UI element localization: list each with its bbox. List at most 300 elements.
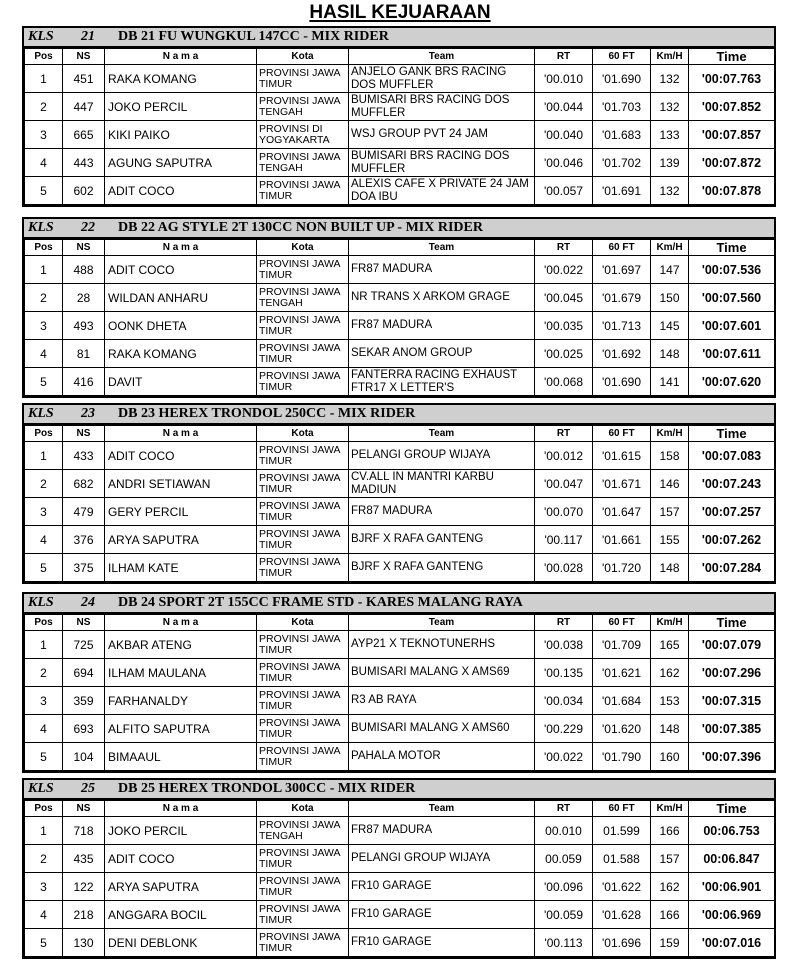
col-kmh-header: Km/H (651, 426, 689, 442)
60ft-cell: '01.709 (593, 631, 651, 659)
results-table (24, 239, 775, 396)
time-cell: '00:07.601 (689, 312, 775, 340)
col-team-header: Team (349, 426, 535, 442)
ns-cell: 488 (63, 256, 105, 284)
time-cell: '00:07.083 (689, 442, 775, 470)
kmh-cell: 148 (651, 340, 689, 368)
rt-cell: '00.068 (535, 368, 593, 396)
table-row (25, 715, 775, 743)
class-header (24, 594, 774, 614)
kota-cell: PROVINSI JAWA TIMUR (257, 368, 349, 396)
kota-cell: PROVINSI JAWA TIMUR (257, 929, 349, 957)
time-cell: '00:07.611 (689, 340, 775, 368)
kmh-cell: 150 (651, 284, 689, 312)
ns-cell: 130 (63, 929, 105, 957)
col-time-header: Time (689, 801, 775, 817)
team-cell: ALEXIS CAFE X PRIVATE 24 JAM DOA IBU (349, 177, 535, 205)
time-cell: 00:06.753 (689, 817, 775, 845)
ns-cell: 435 (63, 845, 105, 873)
time-cell: '00:06.969 (689, 901, 775, 929)
kmh-cell: 146 (651, 470, 689, 498)
time-cell: '00:07.857 (689, 121, 775, 149)
60ft-cell: '01.691 (593, 177, 651, 205)
table-row (25, 817, 775, 845)
table-row (25, 368, 775, 396)
60ft-cell: '01.620 (593, 715, 651, 743)
rt-cell: '00.117 (535, 526, 593, 554)
team-cell: R3 AB RAYA (349, 687, 535, 715)
col-time-header: Time (689, 49, 775, 65)
kota-cell: PROVINSI JAWA TIMUR (257, 340, 349, 368)
kmh-cell: 160 (651, 743, 689, 771)
col-nama-header: N a m a (105, 801, 257, 817)
table-row (25, 526, 775, 554)
team-cell: BUMISARI BRS RACING DOS MUFFLER (349, 93, 535, 121)
col-nama-header: N a m a (105, 49, 257, 65)
rt-cell: '00.038 (535, 631, 593, 659)
kota-cell: PROVINSI JAWA TIMUR (257, 498, 349, 526)
col-time-header: Time (689, 240, 775, 256)
pos-cell: 2 (25, 93, 63, 121)
table-row (25, 442, 775, 470)
name-cell: AGUNG SAPUTRA (105, 149, 257, 177)
col-60ft-header: 60 FT (593, 240, 651, 256)
event-title: DB 25 HEREX TRONDOL 300CC - MIX RIDER (118, 781, 416, 796)
rt-cell: '00.135 (535, 659, 593, 687)
60ft-cell: 01.588 (593, 845, 651, 873)
table-row (25, 149, 775, 177)
col-nama-header: N a m a (105, 426, 257, 442)
kota-cell: PROVINSI DI YOGYAKARTA (257, 121, 349, 149)
ns-cell: 682 (63, 470, 105, 498)
ns-cell: 447 (63, 93, 105, 121)
ns-cell: 218 (63, 901, 105, 929)
name-cell: JOKO PERCIL (105, 817, 257, 845)
class-header (24, 219, 774, 239)
ns-cell: 122 (63, 873, 105, 901)
rt-cell: '00.113 (535, 929, 593, 957)
time-cell: '00:07.852 (689, 93, 775, 121)
table-row (25, 845, 775, 873)
col-kmh-header: Km/H (651, 240, 689, 256)
rt-cell: '00.229 (535, 715, 593, 743)
table-row (25, 177, 775, 205)
ns-cell: 375 (63, 554, 105, 582)
team-cell: FANTERRA RACING EXHAUST FTR17 X LETTER'S (349, 368, 535, 396)
name-cell: BIMAAUL (105, 743, 257, 771)
header-row (25, 240, 775, 256)
team-cell: FR10 GARAGE (349, 873, 535, 901)
kmh-cell: 157 (651, 498, 689, 526)
kota-cell: PROVINSI JAWA TIMUR (257, 312, 349, 340)
kls-label: KLS (28, 29, 54, 44)
event-title: DB 24 SPORT 2T 155CC FRAME STD - KARES MALANG RAYA (118, 595, 523, 610)
60ft-cell: '01.628 (593, 901, 651, 929)
table-row (25, 554, 775, 582)
name-cell: ADIT COCO (105, 845, 257, 873)
name-cell: GERY PERCIL (105, 498, 257, 526)
class-number: 24 (81, 595, 95, 610)
rt-cell: '00.096 (535, 873, 593, 901)
name-cell: ADIT COCO (105, 256, 257, 284)
rt-cell: '00.035 (535, 312, 593, 340)
col-60ft-header: 60 FT (593, 801, 651, 817)
time-cell: '00:07.284 (689, 554, 775, 582)
pos-cell: 1 (25, 256, 63, 284)
kota-cell: PROVINSI JAWA TIMUR (257, 715, 349, 743)
team-cell: FR10 GARAGE (349, 929, 535, 957)
name-cell: RAKA KOMANG (105, 65, 257, 93)
rt-cell: '00.012 (535, 442, 593, 470)
rt-cell: '00.025 (535, 340, 593, 368)
ns-cell: 81 (63, 340, 105, 368)
event-title: DB 22 AG STYLE 2T 130CC NON BUILT UP - MIX RIDER (118, 220, 483, 235)
rt-cell: '00.022 (535, 256, 593, 284)
pos-cell: 5 (25, 929, 63, 957)
kmh-cell: 133 (651, 121, 689, 149)
kota-cell: PROVINSI JAWA TIMUR (257, 256, 349, 284)
time-cell: '00:07.560 (689, 284, 775, 312)
team-cell: SEKAR ANOM GROUP (349, 340, 535, 368)
60ft-cell: '01.690 (593, 368, 651, 396)
kota-cell: PROVINSI JAWA TIMUR (257, 442, 349, 470)
table-row (25, 743, 775, 771)
60ft-cell: '01.684 (593, 687, 651, 715)
table-row (25, 929, 775, 957)
name-cell: ANDRI SETIAWAN (105, 470, 257, 498)
pos-cell: 1 (25, 817, 63, 845)
class-section (22, 778, 776, 959)
col-team-header: Team (349, 801, 535, 817)
rt-cell: '00.059 (535, 901, 593, 929)
time-cell: '00:07.620 (689, 368, 775, 396)
team-cell: FR87 MADURA (349, 312, 535, 340)
ns-cell: 359 (63, 687, 105, 715)
kmh-cell: 145 (651, 312, 689, 340)
header-row (25, 426, 775, 442)
kmh-cell: 141 (651, 368, 689, 396)
class-header (24, 28, 774, 48)
team-cell: FR87 MADURA (349, 498, 535, 526)
ns-cell: 451 (63, 65, 105, 93)
60ft-cell: '01.720 (593, 554, 651, 582)
name-cell: DAVIT (105, 368, 257, 396)
team-cell: CV.ALL IN MANTRI KARBU MADIUN (349, 470, 535, 498)
col-rt-header: RT (535, 240, 593, 256)
60ft-cell: '01.647 (593, 498, 651, 526)
time-cell: '00:07.079 (689, 631, 775, 659)
time-cell: '00:07.878 (689, 177, 775, 205)
results-table (24, 614, 775, 771)
name-cell: DENI DEBLONK (105, 929, 257, 957)
kota-cell: PROVINSI JAWA TENGAH (257, 93, 349, 121)
results-table (24, 800, 775, 957)
class-header (24, 405, 774, 425)
60ft-cell: '01.702 (593, 149, 651, 177)
ns-cell: 376 (63, 526, 105, 554)
kmh-cell: 132 (651, 177, 689, 205)
table-row (25, 284, 775, 312)
col-time-header: Time (689, 615, 775, 631)
rt-cell: '00.034 (535, 687, 593, 715)
kota-cell: PROVINSI JAWA TIMUR (257, 901, 349, 929)
kls-label: KLS (28, 406, 54, 421)
kmh-cell: 165 (651, 631, 689, 659)
kmh-cell: 155 (651, 526, 689, 554)
pos-cell: 1 (25, 65, 63, 93)
team-cell: PELANGI GROUP WIJAYA (349, 442, 535, 470)
name-cell: ILHAM MAULANA (105, 659, 257, 687)
rt-cell: '00.057 (535, 177, 593, 205)
col-pos-header: Pos (25, 240, 63, 256)
pos-cell: 2 (25, 470, 63, 498)
pos-cell: 4 (25, 340, 63, 368)
time-cell: '00:07.872 (689, 149, 775, 177)
pos-cell: 2 (25, 284, 63, 312)
header-row (25, 801, 775, 817)
pos-cell: 4 (25, 526, 63, 554)
kmh-cell: 148 (651, 715, 689, 743)
pos-cell: 4 (25, 715, 63, 743)
pos-cell: 5 (25, 743, 63, 771)
col-ns-header: NS (63, 49, 105, 65)
kota-cell: PROVINSI JAWA TIMUR (257, 65, 349, 93)
col-team-header: Team (349, 49, 535, 65)
time-cell: 00:06.847 (689, 845, 775, 873)
class-section (22, 217, 776, 398)
class-number: 25 (81, 781, 95, 796)
col-team-header: Team (349, 240, 535, 256)
rt-cell: '00.022 (535, 743, 593, 771)
table-row (25, 631, 775, 659)
table-row (25, 256, 775, 284)
team-cell: BJRF X RAFA GANTENG (349, 554, 535, 582)
rt-cell: '00.044 (535, 93, 593, 121)
60ft-cell: '01.615 (593, 442, 651, 470)
pos-cell: 3 (25, 687, 63, 715)
kota-cell: PROVINSI JAWA TIMUR (257, 873, 349, 901)
60ft-cell: '01.713 (593, 312, 651, 340)
page-title-text: HASIL KEJUARAAN (309, 2, 491, 23)
kmh-cell: 162 (651, 873, 689, 901)
ns-cell: 479 (63, 498, 105, 526)
kmh-cell: 132 (651, 93, 689, 121)
kota-cell: PROVINSI JAWA TIMUR (257, 554, 349, 582)
pos-cell: 3 (25, 121, 63, 149)
60ft-cell: '01.790 (593, 743, 651, 771)
kota-cell: PROVINSI JAWA TIMUR (257, 526, 349, 554)
class-section (22, 403, 776, 584)
ns-cell: 693 (63, 715, 105, 743)
pos-cell: 3 (25, 312, 63, 340)
table-row (25, 93, 775, 121)
table-row (25, 659, 775, 687)
name-cell: ALFITO SAPUTRA (105, 715, 257, 743)
col-ns-header: NS (63, 801, 105, 817)
name-cell: ARYA SAPUTRA (105, 873, 257, 901)
pos-cell: 1 (25, 631, 63, 659)
table-row (25, 65, 775, 93)
kmh-cell: 153 (651, 687, 689, 715)
col-team-header: Team (349, 615, 535, 631)
kota-cell: PROVINSI JAWA TIMUR (257, 845, 349, 873)
header-row (25, 615, 775, 631)
pos-cell: 3 (25, 873, 63, 901)
kmh-cell: 148 (651, 554, 689, 582)
ns-cell: 694 (63, 659, 105, 687)
ns-cell: 104 (63, 743, 105, 771)
col-60ft-header: 60 FT (593, 49, 651, 65)
kmh-cell: 139 (651, 149, 689, 177)
ns-cell: 433 (63, 442, 105, 470)
kota-cell: PROVINSI JAWA TIMUR (257, 470, 349, 498)
name-cell: AKBAR ATENG (105, 631, 257, 659)
results-table (24, 425, 775, 582)
ns-cell: 493 (63, 312, 105, 340)
team-cell: FR87 MADURA (349, 817, 535, 845)
col-rt-header: RT (535, 615, 593, 631)
time-cell: '00:07.396 (689, 743, 775, 771)
class-header (24, 780, 774, 800)
ns-cell: 28 (63, 284, 105, 312)
col-kmh-header: Km/H (651, 801, 689, 817)
col-60ft-header: 60 FT (593, 615, 651, 631)
pos-cell: 5 (25, 368, 63, 396)
60ft-cell: '01.690 (593, 65, 651, 93)
name-cell: OONK DHETA (105, 312, 257, 340)
team-cell: BUMISARI BRS RACING DOS MUFFLER (349, 149, 535, 177)
kmh-cell: 157 (651, 845, 689, 873)
kota-cell: PROVINSI JAWA TIMUR (257, 743, 349, 771)
team-cell: BUMISARI MALANG X AMS69 (349, 659, 535, 687)
col-rt-header: RT (535, 801, 593, 817)
team-cell: PAHALA MOTOR (349, 743, 535, 771)
col-pos-header: Pos (25, 801, 63, 817)
60ft-cell: '01.697 (593, 256, 651, 284)
col-60ft-header: 60 FT (593, 426, 651, 442)
rt-cell: '00.047 (535, 470, 593, 498)
name-cell: ILHAM KATE (105, 554, 257, 582)
60ft-cell: '01.679 (593, 284, 651, 312)
header-row (25, 49, 775, 65)
rt-cell: 00.059 (535, 845, 593, 873)
team-cell: FR87 MADURA (349, 256, 535, 284)
time-cell: '00:07.243 (689, 470, 775, 498)
kota-cell: PROVINSI JAWA TENGAH (257, 149, 349, 177)
ns-cell: 416 (63, 368, 105, 396)
col-nama-header: N a m a (105, 240, 257, 256)
class-number: 21 (81, 29, 95, 44)
team-cell: WSJ GROUP PVT 24 JAM (349, 121, 535, 149)
class-section (22, 26, 776, 207)
table-row (25, 340, 775, 368)
60ft-cell: '01.696 (593, 929, 651, 957)
kmh-cell: 162 (651, 659, 689, 687)
kota-cell: PROVINSI JAWA TENGAH (257, 817, 349, 845)
kota-cell: PROVINSI JAWA TIMUR (257, 177, 349, 205)
col-kota-header: Kota (257, 801, 349, 817)
col-nama-header: N a m a (105, 615, 257, 631)
time-cell: '00:07.262 (689, 526, 775, 554)
name-cell: RAKA KOMANG (105, 340, 257, 368)
team-cell: PELANGI GROUP WIJAYA (349, 845, 535, 873)
60ft-cell: '01.621 (593, 659, 651, 687)
time-cell: '00:07.257 (689, 498, 775, 526)
rt-cell: '00.028 (535, 554, 593, 582)
name-cell: ARYA SAPUTRA (105, 526, 257, 554)
pos-cell: 5 (25, 554, 63, 582)
rt-cell: '00.045 (535, 284, 593, 312)
col-pos-header: Pos (25, 615, 63, 631)
rt-cell: '00.010 (535, 65, 593, 93)
col-ns-header: NS (63, 426, 105, 442)
60ft-cell: '01.703 (593, 93, 651, 121)
kls-label: KLS (28, 781, 54, 796)
ns-cell: 718 (63, 817, 105, 845)
col-ns-header: NS (63, 615, 105, 631)
time-cell: '00:07.763 (689, 65, 775, 93)
page-title (0, 2, 800, 24)
table-row (25, 312, 775, 340)
col-kota-header: Kota (257, 426, 349, 442)
team-cell: FR10 GARAGE (349, 901, 535, 929)
col-kota-header: Kota (257, 240, 349, 256)
col-kmh-header: Km/H (651, 615, 689, 631)
kota-cell: PROVINSI JAWA TIMUR (257, 631, 349, 659)
col-kmh-header: Km/H (651, 49, 689, 65)
name-cell: JOKO PERCIL (105, 93, 257, 121)
ns-cell: 602 (63, 177, 105, 205)
table-row (25, 470, 775, 498)
kmh-cell: 132 (651, 65, 689, 93)
pos-cell: 5 (25, 177, 63, 205)
60ft-cell: '01.692 (593, 340, 651, 368)
pos-cell: 2 (25, 845, 63, 873)
pos-cell: 3 (25, 498, 63, 526)
60ft-cell: '01.661 (593, 526, 651, 554)
table-row (25, 873, 775, 901)
60ft-cell: '01.683 (593, 121, 651, 149)
time-cell: '00:07.296 (689, 659, 775, 687)
ns-cell: 665 (63, 121, 105, 149)
col-ns-header: NS (63, 240, 105, 256)
team-cell: BUMISARI MALANG X AMS60 (349, 715, 535, 743)
team-cell: NR TRANS X ARKOM GRAGE (349, 284, 535, 312)
col-rt-header: RT (535, 426, 593, 442)
60ft-cell: '01.622 (593, 873, 651, 901)
team-cell: BJRF X RAFA GANTENG (349, 526, 535, 554)
kota-cell: PROVINSI JAWA TIMUR (257, 659, 349, 687)
table-row (25, 687, 775, 715)
col-time-header: Time (689, 426, 775, 442)
col-kota-header: Kota (257, 615, 349, 631)
col-kota-header: Kota (257, 49, 349, 65)
kls-label: KLS (28, 220, 54, 235)
kota-cell: PROVINSI JAWA TIMUR (257, 687, 349, 715)
60ft-cell: 01.599 (593, 817, 651, 845)
table-row (25, 121, 775, 149)
name-cell: KIKI PAIKO (105, 121, 257, 149)
rt-cell: '00.070 (535, 498, 593, 526)
60ft-cell: '01.671 (593, 470, 651, 498)
class-number: 22 (81, 220, 95, 235)
col-pos-header: Pos (25, 49, 63, 65)
rt-cell: '00.040 (535, 121, 593, 149)
name-cell: FARHANALDY (105, 687, 257, 715)
class-section (22, 592, 776, 773)
time-cell: '00:07.536 (689, 256, 775, 284)
name-cell: ADIT COCO (105, 442, 257, 470)
